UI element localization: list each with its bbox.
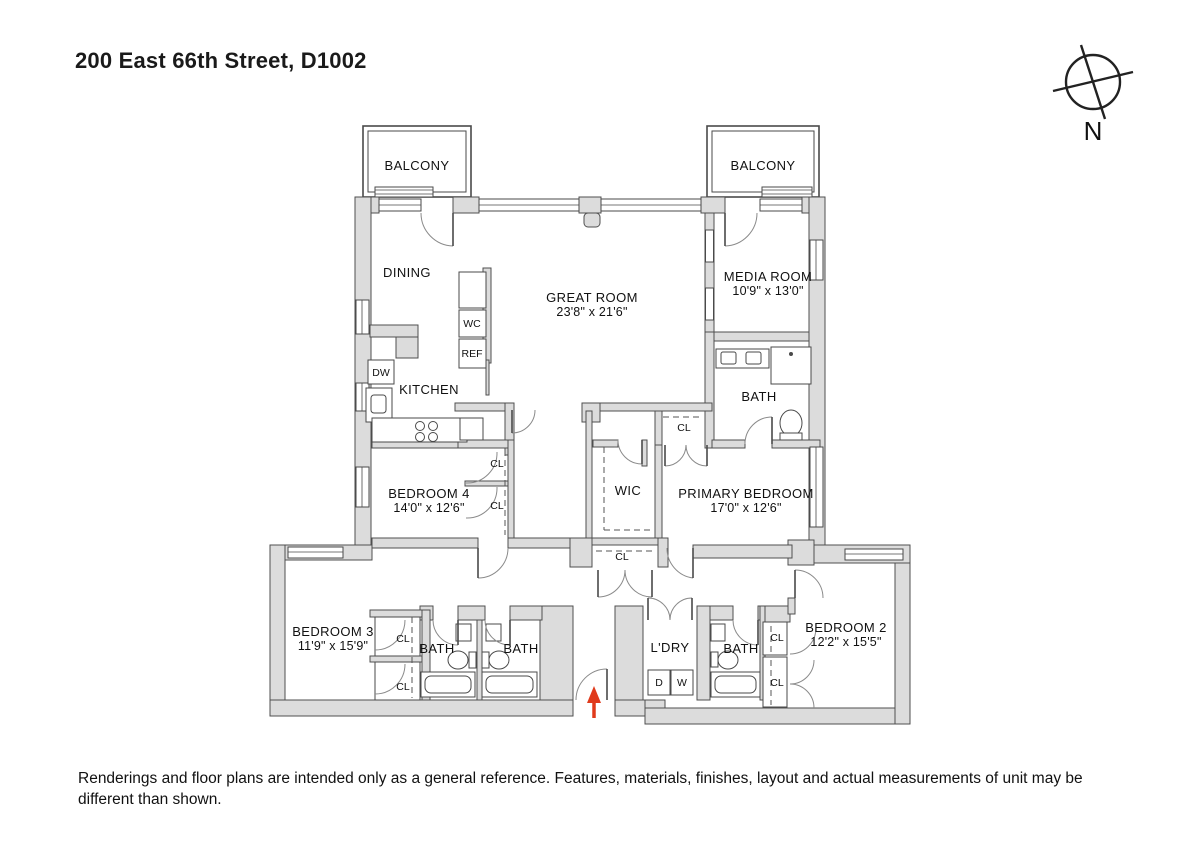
bedroom2-label: BEDROOM 2 [805,620,887,635]
laundry-label: L'DRY [650,640,690,655]
balcony-left-label: BALCONY [384,158,450,173]
dw-label: DW [372,367,390,379]
ref-label: REF [461,348,483,360]
closet-label-bed2-1: CL [770,632,784,644]
closet-label-bed4-2: CL [490,500,504,512]
balcony-right-label: BALCONY [730,158,796,173]
hall-bath-1-label: BATH [419,641,455,656]
kitchen-label: KITCHEN [399,382,459,397]
closet-label-bed4-1: CL [490,458,504,470]
closet-label-bed3-2: CL [396,681,410,693]
primary-bath-label: BATH [741,389,777,404]
hall-bath-2-label: BATH [503,641,539,656]
entry-arrow [587,686,601,718]
closet-label-wic-hall: CL [615,551,629,563]
bedroom4-label: BEDROOM 4 [388,486,470,501]
bedroom2-bath-label: BATH [723,641,759,656]
primary-bedroom-label: PRIMARY BEDROOM [678,486,814,501]
bedroom3-dims: 11'9" x 15'9" [297,639,369,653]
washer-label: W [677,677,687,689]
media-room-dims: 10'9" x 13'0" [732,284,804,298]
bedroom2-dims: 12'2" x 15'5" [810,635,882,649]
closet-label-hall: CL [677,422,691,434]
great-room-dims: 23'8" x 21'6" [556,305,628,319]
great-room-label: GREAT ROOM [546,290,638,305]
wc-label: WC [463,318,481,330]
bedroom4-dims: 14'0" x 12'6" [393,501,465,515]
dining-label: DINING [383,265,431,280]
closet-label-bed2-2: CL [770,677,784,689]
compass-north-label: N [1083,116,1103,146]
bedroom3-label: BEDROOM 3 [292,624,374,639]
page-title: 200 East 66th Street, D1002 [75,48,367,73]
primary-bedroom-dims: 17'0" x 12'6" [710,501,782,515]
bedroom2-bath-fixtures [711,624,760,697]
wic-label: WIC [614,483,642,498]
compass [1053,45,1133,146]
disclaimer-text: Renderings and floor plans are intended only as a general reference. Features, materials, finishes, layout and actual measurements of unit may be different than shown. [78,770,1083,809]
dryer-label: D [655,677,663,689]
media-room-label: MEDIA ROOM [723,269,813,284]
closet-label-bed3-1: CL [396,633,410,645]
